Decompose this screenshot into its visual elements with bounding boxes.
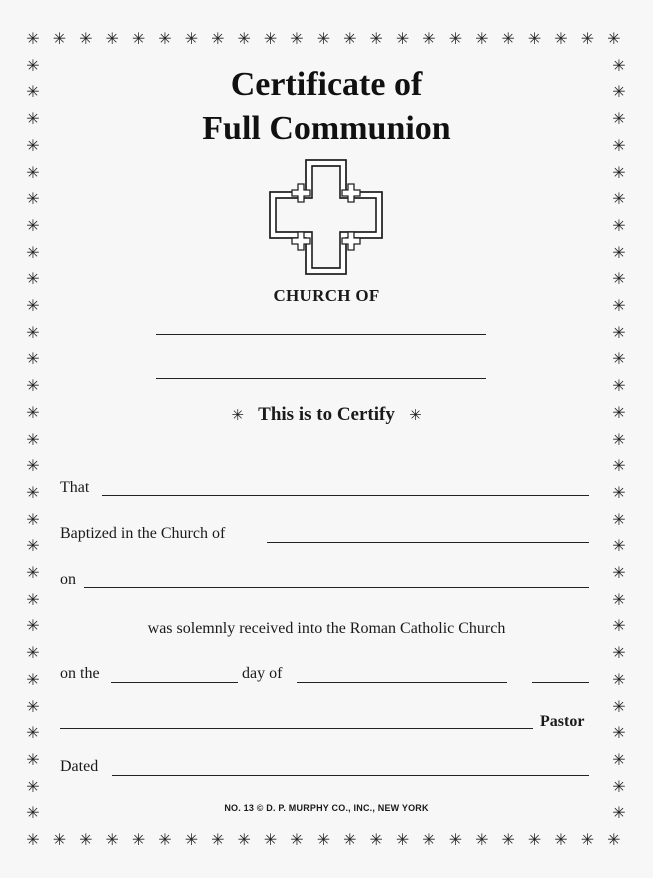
border-star-icon: ✳ <box>612 215 626 235</box>
border-star-icon: ✳ <box>422 830 436 849</box>
border-star-icon: ✳ <box>184 830 199 849</box>
border-star-icon: ✳ <box>263 29 278 48</box>
border-star-icon: ✳ <box>612 242 626 262</box>
ornament-left-icon: ✳ <box>231 406 244 424</box>
border-star-icon: ✳ <box>612 402 626 422</box>
border-star-icon: ✳ <box>527 830 542 849</box>
border-star-icon: ✳ <box>26 776 40 796</box>
border-star-icon: ✳ <box>612 269 626 289</box>
border-star-icon: ✳ <box>263 830 278 849</box>
certify-heading <box>0 404 653 426</box>
border-star-icon: ✳ <box>475 830 489 849</box>
border-star-icon: ✳ <box>26 402 40 422</box>
border-star-icon: ✳ <box>612 109 626 129</box>
border-star-icon: ✳ <box>237 830 251 849</box>
title-line-1: Certificate of <box>230 66 423 103</box>
church-of-label: CHURCH OF <box>273 286 380 305</box>
border-star-icon: ✳ <box>26 456 40 476</box>
border-star-icon: ✳ <box>131 830 146 849</box>
border-star-icon: ✳ <box>26 29 40 48</box>
on-label: on <box>60 571 76 588</box>
border-star-icon: ✳ <box>612 803 626 823</box>
border-star-icon: ✳ <box>158 830 172 849</box>
border-star-icon: ✳ <box>26 376 40 396</box>
border-star-icon: ✳ <box>26 830 40 849</box>
border-star-icon: ✳ <box>26 723 40 743</box>
border-star-icon: ✳ <box>26 109 40 129</box>
pastor-label: Pastor <box>540 713 585 730</box>
church-name-line-1[interactable] <box>156 334 486 335</box>
border-star-icon: ✳ <box>211 29 225 48</box>
border-star-icon: ✳ <box>395 29 410 48</box>
year-line[interactable] <box>532 682 589 683</box>
border-star-icon: ✳ <box>26 589 40 609</box>
border-star-icon: ✳ <box>131 29 146 48</box>
certify-text: This is to Certify <box>258 404 395 425</box>
border-star-icon: ✳ <box>26 349 40 369</box>
received-text: was solemnly received into the Roman Catholic Church <box>147 620 506 637</box>
on-the-label: on the <box>60 665 100 682</box>
ornament-right-icon: ✳ <box>409 406 422 424</box>
border-star-icon: ✳ <box>612 696 626 716</box>
border-star-icon: ✳ <box>343 29 357 48</box>
border-star-icon: ✳ <box>26 429 40 449</box>
border-star-icon: ✳ <box>612 296 626 315</box>
border-star-icon: ✳ <box>26 322 40 342</box>
day-of-label: day of <box>242 665 283 682</box>
border-star-icon: ✳ <box>612 776 626 796</box>
border-star-icon: ✳ <box>26 536 40 556</box>
border-star-icon: ✳ <box>290 29 304 48</box>
border-star-icon: ✳ <box>612 376 626 396</box>
border-star-icon: ✳ <box>158 29 172 48</box>
border-star-icon: ✳ <box>52 29 67 48</box>
on-line[interactable] <box>84 587 589 588</box>
border-star-icon: ✳ <box>607 29 621 48</box>
border-star-icon: ✳ <box>26 269 40 289</box>
border-star-icon: ✳ <box>422 29 436 48</box>
border-star-icon: ✳ <box>554 29 568 48</box>
church-name-line-2[interactable] <box>156 378 486 379</box>
dated-line[interactable] <box>112 775 589 776</box>
border-star-icon: ✳ <box>580 29 595 48</box>
border-star-icon: ✳ <box>612 456 626 476</box>
border-star-icon: ✳ <box>26 135 40 155</box>
that-line[interactable] <box>102 495 589 496</box>
border-star-icon: ✳ <box>343 830 357 849</box>
border-star-icon: ✳ <box>26 563 40 582</box>
border-star-icon: ✳ <box>26 162 40 182</box>
title-line-2: Full Communion <box>202 110 451 147</box>
baptized-label: Baptized in the Church of <box>60 525 226 542</box>
border-star-icon: ✳ <box>26 643 40 663</box>
border-star-icon: ✳ <box>290 830 304 849</box>
border-star-icon: ✳ <box>612 509 626 529</box>
border-star-icon: ✳ <box>612 482 626 502</box>
border-star-icon: ✳ <box>612 322 626 342</box>
border-star-icon: ✳ <box>26 509 40 529</box>
that-label: That <box>60 479 90 496</box>
border-star-icon: ✳ <box>612 135 626 155</box>
border-star-icon: ✳ <box>316 29 331 48</box>
month-line[interactable] <box>297 682 507 683</box>
border-star-icon: ✳ <box>612 563 626 582</box>
day-line[interactable] <box>111 682 238 683</box>
border-star-icon: ✳ <box>237 29 251 48</box>
border-star-icon: ✳ <box>612 643 626 663</box>
border-star-icon: ✳ <box>395 830 410 849</box>
border-star-icon: ✳ <box>26 82 40 102</box>
border-star-icon: ✳ <box>527 29 542 48</box>
dated-label: Dated <box>60 758 99 775</box>
publisher-footer: NO. 13 © D. P. MURPHY CO., INC., NEW YORK <box>224 803 429 813</box>
border-star-icon: ✳ <box>184 29 199 48</box>
baptized-line[interactable] <box>267 542 589 543</box>
border-star-icon: ✳ <box>612 749 626 769</box>
border-star-icon: ✳ <box>612 616 626 636</box>
border-star-icon: ✳ <box>448 830 463 849</box>
border-star-icon: ✳ <box>26 696 40 716</box>
border-star-icon: ✳ <box>26 242 40 262</box>
border-star-icon: ✳ <box>612 162 626 182</box>
border-star-icon: ✳ <box>105 29 119 48</box>
border-star-icon: ✳ <box>105 830 119 849</box>
border-star-icon: ✳ <box>26 482 40 502</box>
pastor-line[interactable] <box>60 728 533 729</box>
border-star-icon: ✳ <box>612 669 626 689</box>
border-star-icon: ✳ <box>501 29 515 48</box>
border-star-icon: ✳ <box>26 189 40 209</box>
border-star-icon: ✳ <box>612 189 626 209</box>
border-star-icon: ✳ <box>369 830 383 849</box>
border-star-icon: ✳ <box>79 830 93 849</box>
border-star-icon: ✳ <box>612 589 626 609</box>
border-star-icon: ✳ <box>52 830 67 849</box>
border-star-icon: ✳ <box>26 669 40 689</box>
border-star-icon: ✳ <box>26 296 40 315</box>
border-star-icon: ✳ <box>554 830 568 849</box>
border-star-icon: ✳ <box>26 215 40 235</box>
border-star-icon: ✳ <box>612 82 626 102</box>
border-star-icon: ✳ <box>369 29 383 48</box>
border-star-icon: ✳ <box>26 749 40 769</box>
border-star-icon: ✳ <box>607 830 621 849</box>
border-star-icon: ✳ <box>211 830 225 849</box>
border-star-icon: ✳ <box>612 536 626 556</box>
border-star-icon: ✳ <box>475 29 489 48</box>
border-star-icon: ✳ <box>316 830 331 849</box>
border-star-icon: ✳ <box>26 55 40 75</box>
border-star-icon: ✳ <box>612 429 626 449</box>
border-star-icon: ✳ <box>612 55 626 75</box>
border-star-icon: ✳ <box>79 29 93 48</box>
border-star-icon: ✳ <box>612 723 626 743</box>
border-star-icon: ✳ <box>501 830 515 849</box>
border-star-icon: ✳ <box>26 616 40 636</box>
border-star-icon: ✳ <box>26 803 40 823</box>
border-star-icon: ✳ <box>448 29 463 48</box>
jerusalem-cross-icon <box>268 158 384 278</box>
border-star-icon: ✳ <box>580 830 595 849</box>
border-star-icon: ✳ <box>612 349 626 369</box>
